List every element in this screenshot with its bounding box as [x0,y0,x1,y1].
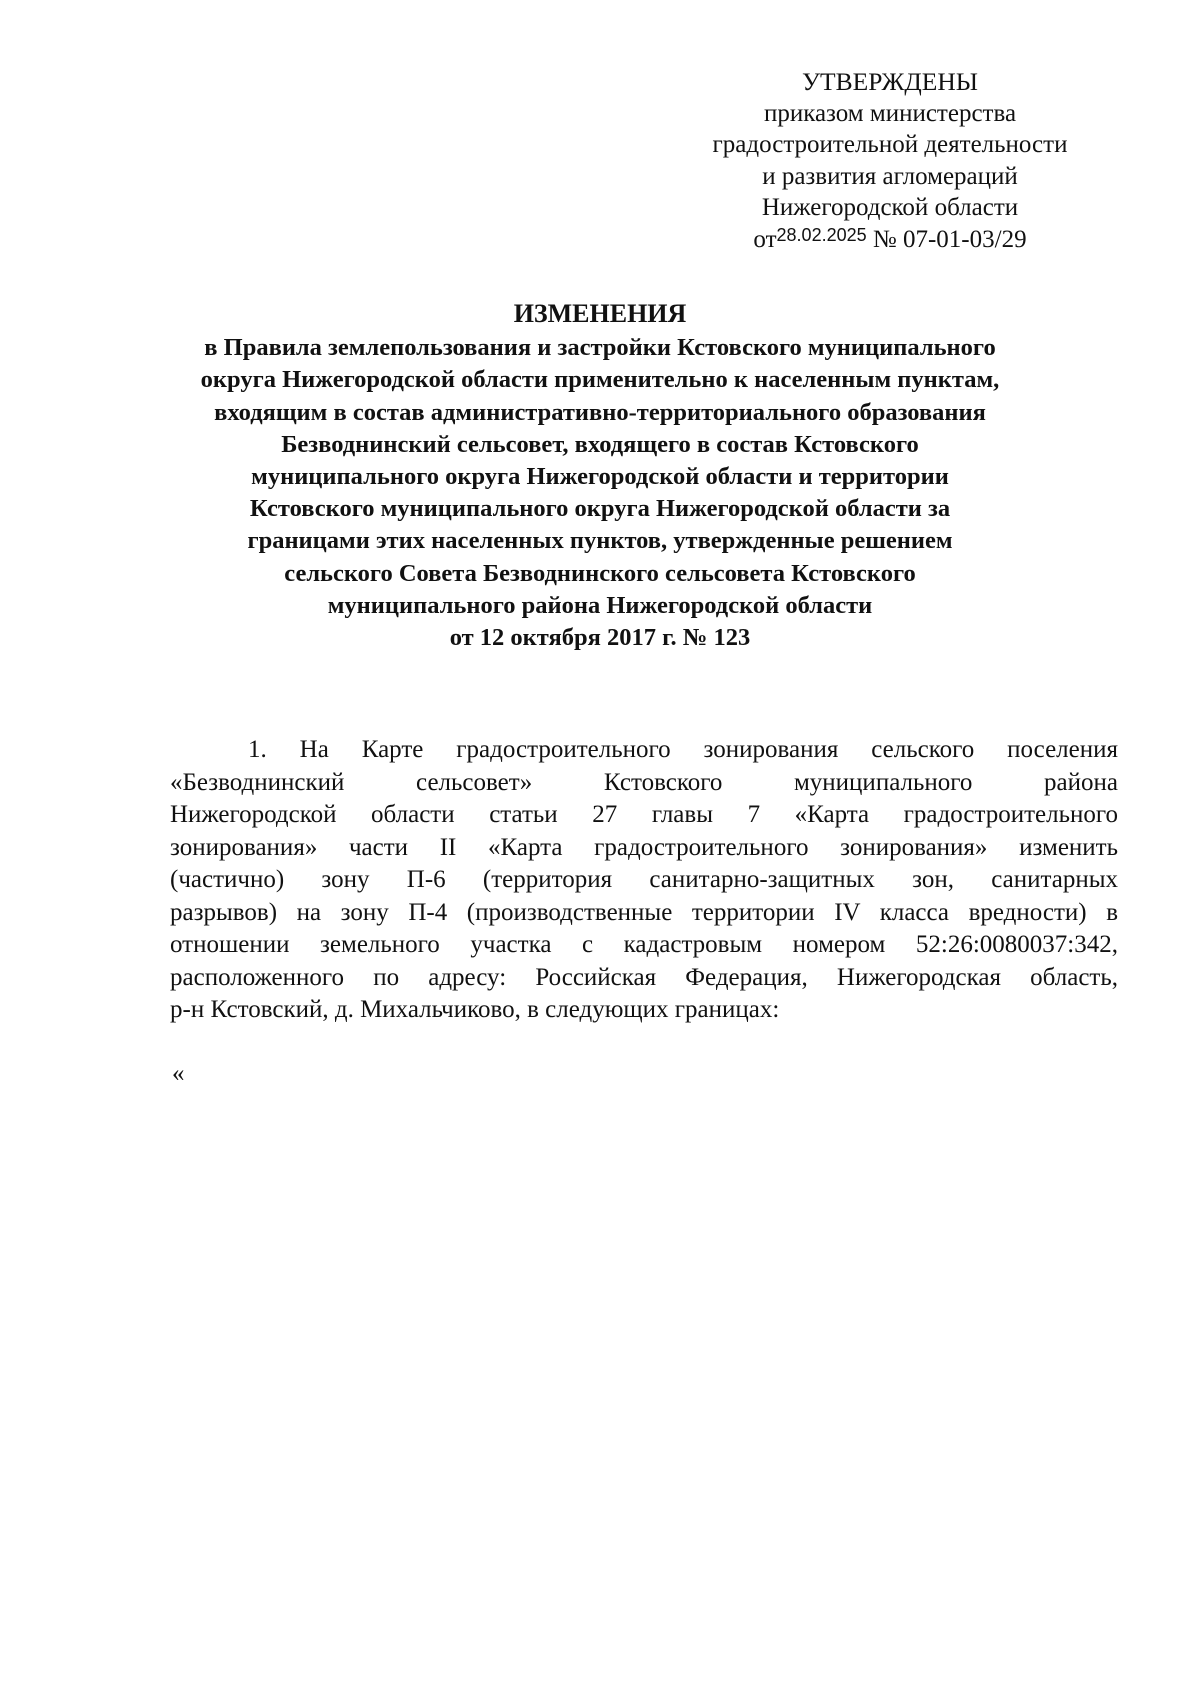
subtitle-line: от 12 октября 2017 г. № 123 [449,624,751,652]
order-date: 28.02.2025 [776,224,867,245]
approval-line: Нижегородской области [761,194,1019,221]
paragraph-line: разрывов) на зону П-4 (производственные территории IV класса вредности) в [170,898,1118,926]
paragraph-1 [170,734,1118,1027]
paragraph-line: зонирования» части II «Карта градостроительного зонирования» изменить [170,833,1118,861]
approval-line: и развития агломераций [762,162,1018,190]
subtitle-line: границами этих населенных пунктов, утвержденные решением [247,527,953,555]
subtitle-line: сельского Совета Безводнинского сельсовета Кстовского [284,559,916,587]
subtitle-line: муниципального округа Нижегородской области и территории [251,463,949,491]
paragraph-line: «Безводнинский сельсовет» Кстовского муниципального района [170,768,1118,796]
opening-quote: « [172,1060,185,1087]
paragraph-line: 1. На Карте градостроительного зонирования сельского поселения [248,736,1118,763]
subtitle-line: Безводнинский сельсовет, входящего в состав Кстовского [281,430,919,458]
order-number: № 07-01-03/29 [872,225,1027,253]
subtitle-line: входящим в состав административно-территориального образования [214,398,986,426]
paragraph-line: р-н Кстовский, д. Михальчиково, в следующих границах: [170,996,780,1023]
paragraph-line: отношении земельного участка с кадастровым номером 52:26:0080037:342, [170,931,1118,958]
approval-date-line [680,224,1100,258]
date-prefix: от [753,225,777,253]
approval-line: градостроительной деятельности [712,131,1068,158]
document-title: ИЗМЕНЕНИЯ [513,299,687,328]
approval-heading: УТВЕРЖДЕНЫ [802,67,978,96]
approval-line: приказом министерства [763,99,1017,127]
paragraph-line: (частично) зону П-6 (территория санитарно-защитных зон, санитарных [170,866,1118,893]
approval-stamp [680,66,1100,257]
document-title-block [170,298,1030,654]
subtitle-line: Кстовского муниципального округа Нижегородской области за [249,495,951,523]
subtitle-line: округа Нижегородской области применительно к населенным пунктам, [200,366,1000,394]
subtitle-line: в Правила землепользования и застройки Кстовского муниципального [204,334,996,362]
subtitle-line: муниципального района Нижегородской области [327,591,873,619]
paragraph-line: расположенного по адресу: Российская Федерация, Нижегородская область, [170,963,1118,991]
paragraph-line: Нижегородской области статьи 27 главы 7 «Карта градостроительного [170,801,1118,828]
